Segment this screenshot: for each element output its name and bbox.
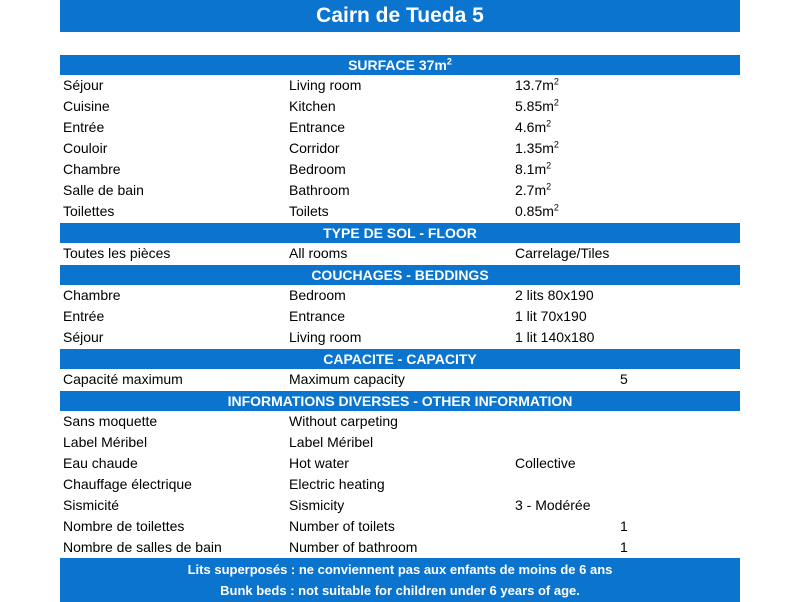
label-en: Toilets <box>289 203 329 219</box>
label-fr: Salle de bain <box>63 182 144 198</box>
table-row <box>60 96 740 117</box>
label-fr: Couloir <box>63 140 108 156</box>
row-value: $2.7m^2$ <box>515 181 552 198</box>
label-fr: Toutes les pièces <box>63 245 171 261</box>
label-en: Number of toilets <box>289 518 395 534</box>
label-en: Living room <box>289 77 362 93</box>
label-fr: Label Méribel <box>63 434 148 450</box>
row-count: 5 <box>620 371 628 387</box>
table-row <box>60 516 740 537</box>
table-row <box>60 201 740 222</box>
label-en: Corridor <box>289 140 340 156</box>
label-fr: Chambre <box>63 287 121 303</box>
row-value: 3 - Modérée <box>515 497 591 513</box>
table-row <box>60 432 740 453</box>
section-header-surface: SURFACE $37m^2$ <box>60 54 740 75</box>
table-row <box>60 285 740 306</box>
row-value: Collective <box>515 455 576 471</box>
label-en: Living room <box>289 329 362 345</box>
row-count: 1 <box>620 539 628 555</box>
label-en: Number of bathroom <box>289 539 418 555</box>
table-row <box>60 495 740 516</box>
label-fr: Eau chaude <box>63 455 138 471</box>
label-fr: Nombre de salles de bain <box>63 539 222 555</box>
section-header-other: INFORMATIONS DIVERSES - OTHER INFORMATION <box>60 390 740 411</box>
row-value: Carrelage/Tiles <box>515 245 610 261</box>
label-fr: Entrée <box>63 308 105 324</box>
spacer <box>60 32 740 54</box>
property-sheet <box>60 0 740 602</box>
table-row <box>60 117 740 138</box>
row-value: 1 lit 70x190 <box>515 308 587 324</box>
label-en: Kitchen <box>289 98 336 114</box>
table-row <box>60 474 740 495</box>
row-value: $4.6m^2$ <box>515 118 552 135</box>
label-fr: Entrée <box>63 119 105 135</box>
label-en: Bedroom <box>289 287 346 303</box>
row-value: $1.35m^2$ <box>515 139 559 156</box>
label-fr: Nombre de toilettes <box>63 518 185 534</box>
label-fr: Toilettes <box>63 203 115 219</box>
label-en: All rooms <box>289 245 348 261</box>
row-count: 1 <box>620 518 628 534</box>
label-fr: Cuisine <box>63 98 110 114</box>
label-en: Bedroom <box>289 161 346 177</box>
label-en: Hot water <box>289 455 349 471</box>
section-header-floor: TYPE DE SOL - FLOOR <box>60 222 740 243</box>
sections-container <box>60 54 740 558</box>
row-value: 1 lit 140x180 <box>515 329 595 345</box>
label-en: Without carpeting <box>289 413 398 429</box>
label-en: Sismicity <box>289 497 345 513</box>
row-value: $8.1m^2$ <box>515 160 552 177</box>
table-row <box>60 138 740 159</box>
table-row <box>60 411 740 432</box>
label-en: Label Méribel <box>289 434 374 450</box>
section-header-capacity: CAPACITE - CAPACITY <box>60 348 740 369</box>
label-fr: Séjour <box>63 329 104 345</box>
label-en: Maximum capacity <box>289 371 405 387</box>
label-fr: Sans moquette <box>63 413 158 429</box>
table-row <box>60 327 740 348</box>
table-row <box>60 453 740 474</box>
label-fr: Chambre <box>63 161 121 177</box>
label-fr: Séjour <box>63 77 104 93</box>
row-value: 2 lits 80x190 <box>515 287 594 303</box>
label-fr: Chauffage électrique <box>63 476 192 492</box>
row-value: $0.85m^2$ <box>515 202 559 219</box>
row-value: $5.85m^2$ <box>515 97 559 114</box>
page-title: Cairn de Tueda 5 <box>60 0 740 32</box>
table-row <box>60 537 740 558</box>
table-row <box>60 159 740 180</box>
table-row <box>60 243 740 264</box>
label-fr: Sismicité <box>63 497 120 513</box>
row-value: $13.7m^2$ <box>515 76 559 93</box>
label-en: Electric heating <box>289 476 385 492</box>
warning-line-fr: Lits superposés : ne conviennent pas aux enfants de moins de 6 ans <box>187 562 613 577</box>
section-header-beddings: COUCHAGES - BEDDINGS <box>60 264 740 285</box>
label-fr: Capacité maximum <box>63 371 183 387</box>
table-row <box>60 306 740 327</box>
warning-line-en: Bunk beds : not suitable for children under 6 years of age. <box>220 583 580 598</box>
bunk-bed-warning <box>60 558 740 602</box>
label-en: Entrance <box>289 119 346 135</box>
label-en: Entrance <box>289 308 346 324</box>
table-row <box>60 75 740 96</box>
label-en: Bathroom <box>289 182 350 198</box>
table-row <box>60 369 740 390</box>
table-row <box>60 180 740 201</box>
